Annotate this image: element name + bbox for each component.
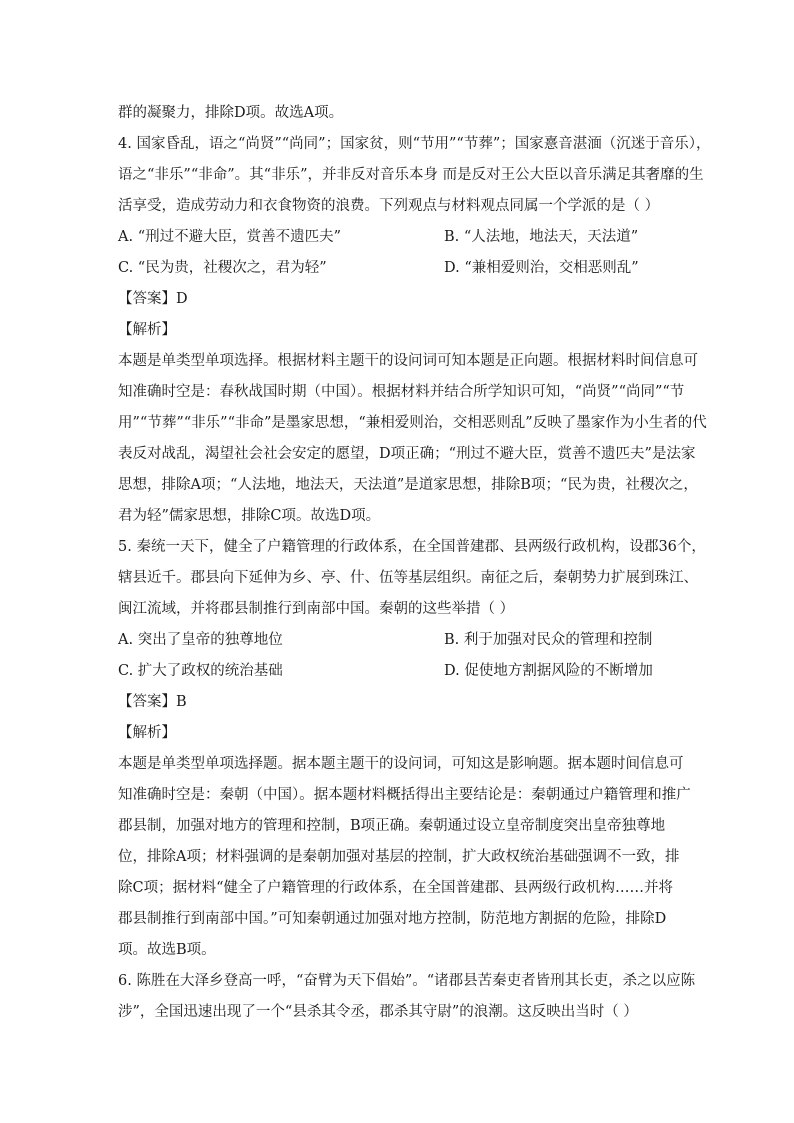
question-4-stem-line-2: 语之“非乐”“非命”。其“非乐”，并非反对音乐本身 而是反对王公大臣以音乐满足其奢靡的生	[118, 167, 704, 183]
question-5-stem-line-3: 闽江流域，并将郡县制推行到南部中国。秦朝的这些举措（ ）	[118, 601, 515, 617]
question-4-analysis-line-1: 本题是单类型单项选择。根据材料主题干的设问词可知本题是正向题。根据材料时间信息可	[118, 353, 698, 369]
question-5-options-row-2	[118, 656, 678, 687]
question-5-analysis-line-2: 知准确时空是：秦朝（中国）。据本题材料概括得出主要结论是：秦朝通过户籍管理和推广	[118, 787, 691, 803]
question-6-stem-line-2: 涉”，全国迅速出现了一个“县杀其令丞，郡杀其守尉”的浪潮。这反映出当时（ ）	[118, 1004, 638, 1020]
question-4-option-c: C. “民为贵，社稷次之，君为轻”	[118, 260, 327, 276]
question-4-analysis-line-6: 君为轻”儒家思想，排除C项。故选D项。	[118, 508, 381, 524]
question-4-options-row-2	[118, 253, 678, 284]
document-page	[118, 98, 711, 1028]
question-6	[118, 966, 696, 1028]
question-5-analysis-line-3: 郡县制，加强对地方的管理和控制，B项正确。秦朝通过设立皇帝制度突出皇帝独尊地	[118, 818, 666, 834]
question-5-option-a: A. 突出了皇帝的独尊地位	[118, 632, 283, 648]
question-4	[118, 129, 711, 532]
question-5-option-d: D. 促使地方割据风险的不断增加	[444, 663, 653, 679]
question-5	[118, 532, 706, 966]
question-5-option-c: C. 扩大了政权的统治基础	[118, 663, 283, 679]
question-5-analysis-line-1: 本题是单类型单项选择题。据本题主题干的设问词，可知这是影响题。据本题时间信息可	[118, 756, 684, 772]
question-4-option-d: D. “兼相爱则治，交相恶则乱”	[444, 260, 639, 276]
question-5-stem-line-2: 辖县近千。郡县向下延伸为乡、亭、什、伍等基层组织。南征之后，秦朝势力扩展到珠江、	[118, 570, 698, 586]
question-5-analysis-line-6: 郡县制推行到南部中国。”可知秦朝通过加强对地方控制，防范地方割据的危险，排除D	[118, 911, 667, 927]
question-5-options-row-1	[118, 625, 678, 656]
question-4-answer: 【答案】D	[118, 291, 188, 307]
question-5-option-b: B. 利于加强对民众的管理和控制	[444, 632, 653, 648]
question-4-analysis-line-3: 用”“节葬”“非乐”“非命”是墨家思想，“兼相爱则治，交相恶则乱”反映了墨家作为小生者的代	[118, 415, 707, 431]
question-6-stem-line-1: 6. 陈胜在大泽乡登高一呼，“奋臂为天下倡始”。“诸郡县苦秦吏者皆刑其长吏，杀之以应陈	[118, 973, 696, 989]
previous-analysis-tail: 群的凝聚力，排除D项。故选A项。	[118, 105, 344, 121]
question-4-analysis-title: 【解析】	[118, 322, 176, 338]
question-5-analysis-line-4: 位，排除A项；材料强调的是秦朝加强对基层的控制，扩大政权统治基础强调不一致，排	[118, 849, 680, 865]
question-4-analysis-line-4: 表反对战乱，渴望社会社会安定的愿望，D项正确；“刑过不避大臣，赏善不遗匹夫”是法家	[118, 446, 696, 462]
question-5-analysis-title: 【解析】	[118, 725, 176, 741]
question-4-option-a: A. “刑过不避大臣，赏善不遗匹夫”	[118, 229, 342, 245]
question-4-stem-line-3: 活享受，造成劳动力和衣食物资的浪费。下列观点与材料观点同属一个学派的是（ ）	[118, 198, 660, 214]
question-5-analysis-line-7: 项。故选B项。	[118, 942, 216, 958]
question-4-options-row-1	[118, 222, 678, 253]
question-4-analysis-line-2: 知准确时空是：春秋战国时期（中国）。根据材料并结合所学知识可知，“尚贤”“尚同”“节	[118, 384, 685, 400]
question-4-option-b: B. “人法地，地法天，天法道”	[444, 229, 639, 245]
question-4-stem-line-1: 4. 国家昏乱，语之“尚贤”“尚同”；国家贫，则“节用”“节葬”；国家憙音湛湎（沉迷于音乐），	[118, 136, 711, 152]
question-5-stem-line-1: 5. 秦统一天下，健全了户籍管理的行政体系，在全国普建郡、县两级行政机构，设郡36个，	[118, 539, 706, 555]
question-5-analysis-line-5: 除C项；据材料“健全了户籍管理的行政体系，在全国普建郡、县两级行政机构……并将	[118, 880, 674, 896]
question-5-answer: 【答案】B	[118, 694, 187, 710]
question-4-analysis-line-5: 思想，排除A项；“人法地，地法天，天法道”是道家思想，排除B项；“民为贵，社稷次之，	[118, 477, 698, 493]
